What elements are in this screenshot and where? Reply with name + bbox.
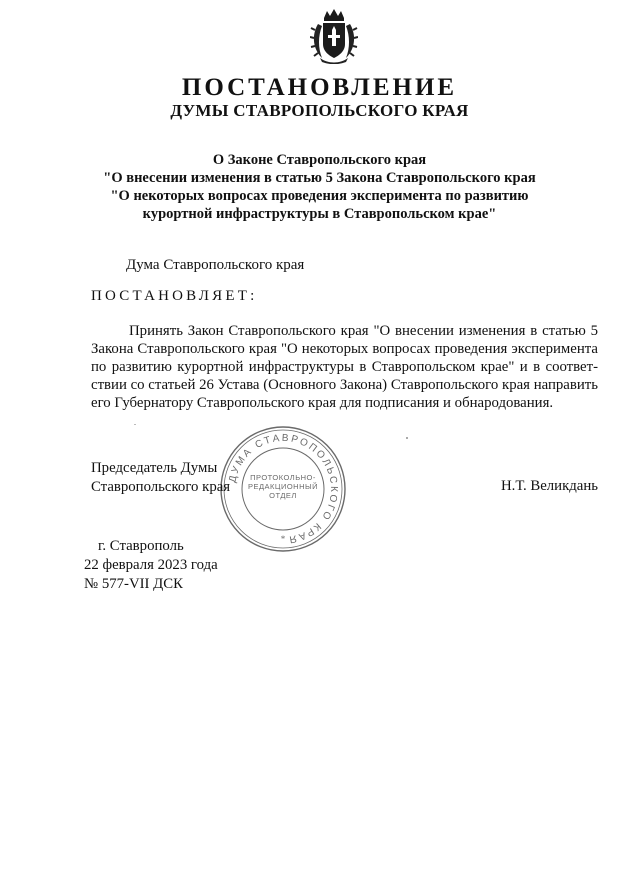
signer-position (91, 459, 230, 497)
footer-place: г. Ставрополь (98, 538, 184, 554)
footer-date: 22 февраля 2023 года (84, 557, 218, 573)
law-title-line: курортной инфраструктуры в Ставропольском крае" (142, 206, 497, 222)
signer-position-line: Ставропольского края (91, 479, 231, 495)
preamble-resolves: ПОСТАНОВЛЯЕТ: (91, 288, 258, 304)
svg-text:*: * (280, 534, 286, 544)
scan-speck (406, 437, 408, 439)
body-line: его Губернатору Ставропольского края для подписания и обнародования. (91, 395, 554, 411)
law-title-line: "О внесении изменения в статью 5 Закона Ставропольского края (103, 170, 536, 186)
body-line: Принять Закон Ставропольского края "О внесении изменения в статью 5 (129, 323, 598, 339)
resolution-body (91, 322, 598, 412)
body-line: по развитию курортной инфраструктуры в Ставропольском крае" и в соответ- (91, 359, 598, 375)
body-line: ствии со статьей 26 Устава (Основного Закона) Ставропольского края направить (91, 377, 598, 393)
law-title-block (0, 151, 639, 223)
footer-number: № 577-VII ДСК (84, 576, 184, 592)
document-subtitle: ДУМЫ СТАВРОПОЛЬСКОГО КРАЯ (170, 101, 469, 120)
signer-name: Н.Т. Великдань (501, 478, 599, 494)
law-title-line: "О некоторых вопросах проведения эксперимента по развитию (110, 188, 529, 204)
coat-of-arms-icon (310, 8, 358, 64)
scan-speck (134, 424, 136, 425)
stamp-inner-line: ПРОТОКОЛЬНО- (250, 473, 316, 482)
preamble-duma: Дума Ставропольского края (126, 257, 305, 273)
stamp-inner-line: ОТДЕЛ (269, 491, 297, 500)
body-line: Закона Ставропольского края "О некоторых вопросах проведения эксперимента (91, 341, 598, 357)
document-footer (84, 537, 218, 594)
document-title: ПОСТАНОВЛЕНИЕ (181, 74, 458, 101)
law-title-line: О Законе Ставропольского края (212, 152, 427, 168)
signer-position-line: Председатель Думы (91, 460, 218, 476)
stamp-inner-line: РЕДАКЦИОННЫЙ (247, 482, 319, 491)
official-stamp (218, 424, 348, 554)
stamp-inner-text (240, 473, 326, 500)
stamp-ring-text: ДУМА СТАВРОПОЛЬСКОГО КРАЯ (227, 432, 340, 545)
